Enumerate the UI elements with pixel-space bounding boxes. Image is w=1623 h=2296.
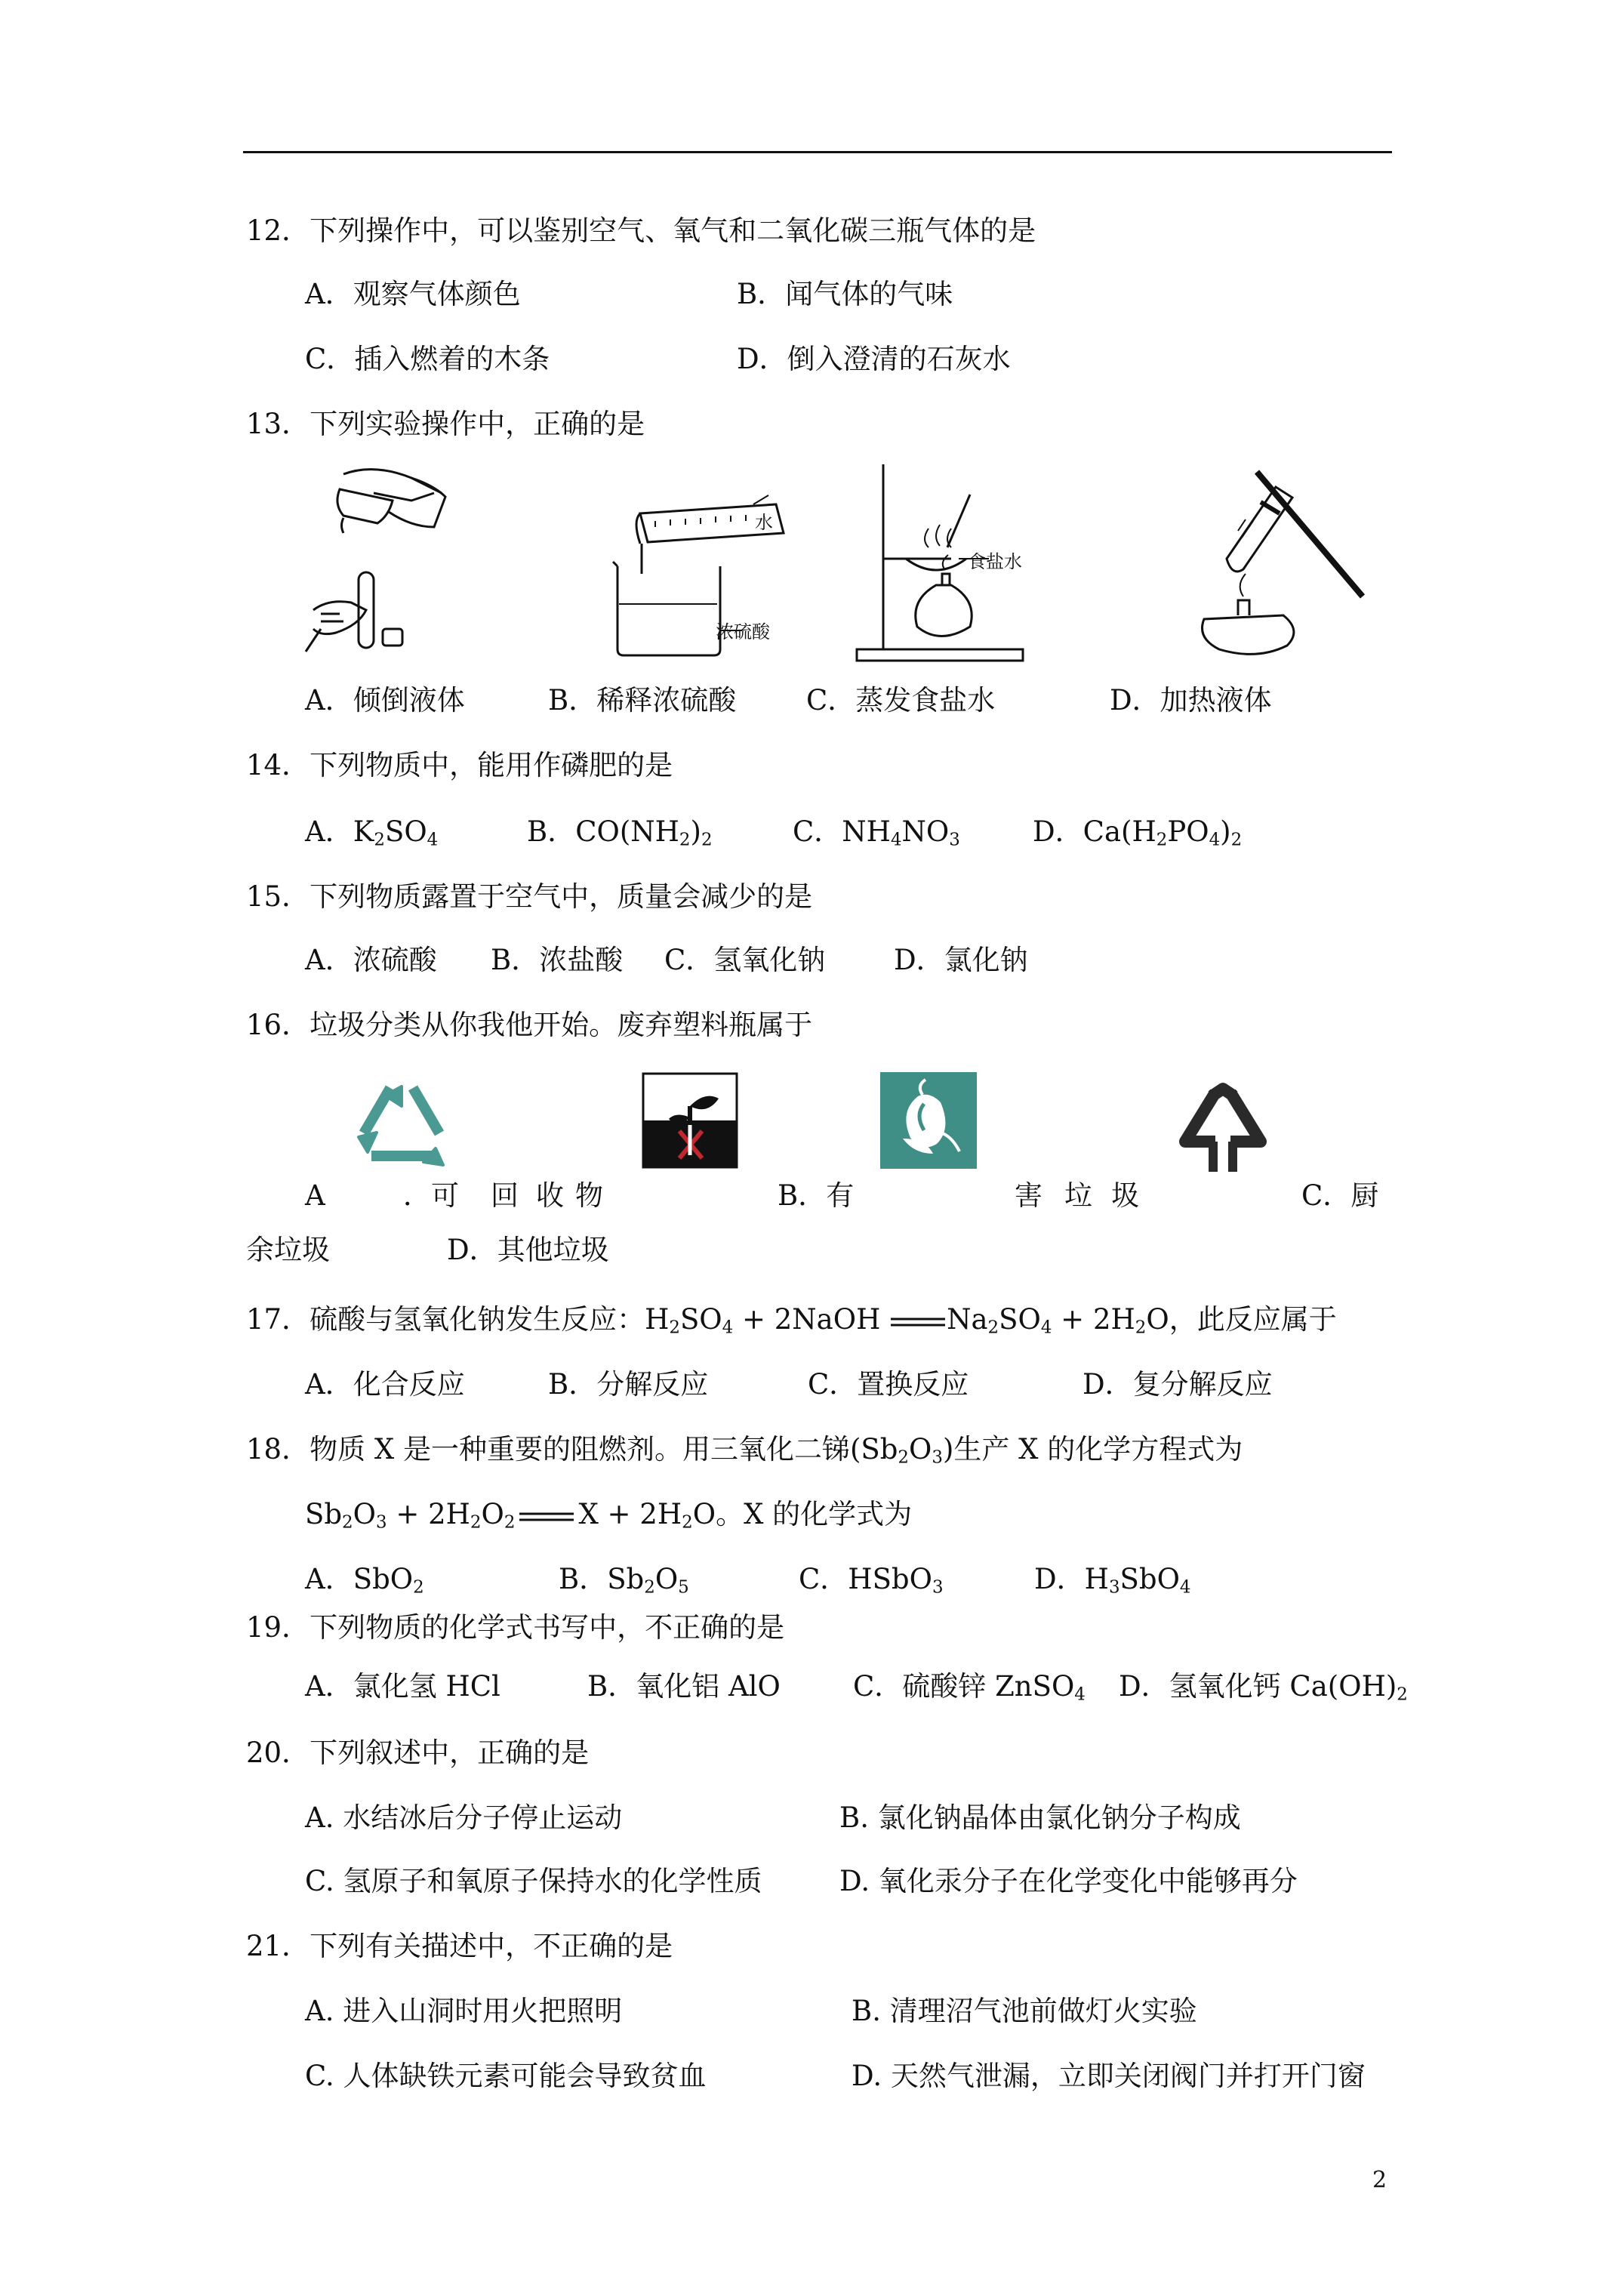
q16-row1-hazard-2: 垃 [1064,1179,1092,1212]
q21-option-a: A. 进入山洞时用火把照明 [305,1995,623,2027]
q20-option-c: C. 氢原子和氧原子保持水的化学性质 [305,1865,762,1897]
q16-option-d: D．其他垃圾 [447,1234,609,1266]
q14-option-c: C．$NH_4NO_3$ [793,815,960,850]
other-waste-icon [1174,1081,1272,1181]
q13-option-a: A．倾倒液体 [305,684,465,717]
q16-row1-c: C．厨 [1301,1179,1379,1212]
q21-option-c: C. 人体缺铁元素可能会导致贫血 [305,2060,707,2092]
q18-option-a: A．SbO$_2$ [305,1563,424,1598]
hazardous-waste-icon [642,1072,738,1169]
q19-option-d: D．氢氧化钙 $Ca(OH)_2$ [1119,1670,1408,1705]
q15-option-d: D．氯化钠 [894,944,1028,976]
q17-option-d: D．复分解反应 [1083,1368,1273,1401]
q16-row1-recyclable-3: 收 [536,1179,564,1212]
q16-row1-recyclable-1: ．可 [403,1179,459,1212]
q16-row1-recyclable-4: 物 [575,1179,603,1212]
q16-row1-hazard-1: 害 [1015,1179,1042,1212]
q13-option-d: D．加热液体 [1110,684,1272,717]
q21-option-b: B. 清理沼气池前做灯火实验 [852,1995,1197,2027]
q20-option-d: D. 氧化汞分子在化学变化中能够再分 [839,1865,1298,1897]
q14-option-b: B．$CO(NH_2)_2$ [527,815,713,850]
dilute-sulfuric-acid-figure [610,491,810,661]
q12-option-a: A．观察气体颜色 [305,278,521,310]
q16-row2-kitchen: 余垃圾 [246,1234,330,1266]
q17-stem: 17．硫酸与氢氧化钠发生反应：$H_2SO_4$ + 2NaOH $Na_2SO_4 + 2H_2O$，此反应属于 [246,1303,1337,1338]
header-rule [243,151,1392,153]
q15-option-c: C．氢氧化钠 [664,944,826,976]
q12-option-d: D．倒入澄清的石灰水 [737,343,1011,375]
q18-option-c: C．HSbO$_3$ [799,1563,944,1598]
q20-option-b: B. 氯化钠晶体由氯化钠分子构成 [839,1801,1241,1834]
pouring-liquid-figure [298,459,472,663]
q12-option-b: B．闻气体的气味 [737,278,953,310]
q17-option-a: A．化合反应 [305,1368,465,1401]
q19-stem: 19．下列物质的化学式书写中，不正确的是 [246,1611,785,1644]
q15-stem: 15．下列物质露置于空气中，质量会减少的是 [246,880,813,913]
q14-option-d: D．$Ca(H_2PO_4)_2$ [1033,815,1243,850]
q16-stem: 16．垃圾分类从你我他开始。废弃塑料瓶属于 [246,1009,813,1041]
kitchen-waste-icon [880,1072,977,1169]
q15-option-a: A．浓硫酸 [305,944,437,976]
q18-option-b: B．$Sb_2O_5$ [559,1563,689,1598]
fig-b-acid-label: 浓硫酸 [716,621,770,643]
equals-sign-icon [889,1314,947,1330]
q16-row1-recyclable-2: 回 [491,1179,519,1212]
q18-stem-line1: 18．物质 X 是一种重要的阻燃剂。用三氧化二锑$(Sb_2O_3)$生产 X 的化学方程式为 [246,1433,1243,1468]
q19-option-a: A．氯化氢 HCl [305,1670,500,1703]
q12-stem: 12．下列操作中，可以鉴别空气、氧气和二氧化碳三瓶气体的是 [246,214,1036,247]
q20-option-a: A. 水结冰后分子停止运动 [305,1801,623,1834]
q12-option-c: C．插入燃着的木条 [305,343,550,375]
q17-option-c: C．置换反应 [808,1368,969,1401]
q16-row1-b: B．有 [778,1179,855,1212]
q21-stem: 21．下列有关描述中，不正确的是 [246,1930,673,1962]
q18-option-d: D．$H_3SbO_4$ [1034,1563,1191,1598]
q19-option-c: C．硫酸锌 ZnSO$_4$ [853,1670,1086,1705]
q16-row1-hazard-3: 圾 [1111,1179,1139,1212]
q13-option-c: C．蒸发食盐水 [806,684,996,717]
q21-option-d: D. 天然气泄漏，立即关闭阀门并打开门窗 [852,2060,1366,2092]
heating-liquid-figure [1181,461,1370,661]
q13-stem: 13．下列实验操作中，正确的是 [246,408,645,440]
q18-equation: $Sb_2O_3 + 2H_2O_2$ $X + 2H_2O$。X 的化学式为 [305,1498,913,1533]
recyclable-icon [349,1077,454,1167]
page-number: 2 [1372,2167,1387,2193]
fig-c-salt-water-label: 食盐水 [968,551,1022,572]
q17-option-b: B．分解反应 [548,1368,709,1401]
fig-b-water-label: 水 [755,512,773,533]
q19-option-b: B．氧化铝 AlO [587,1670,781,1703]
q16-row1-a: A [305,1179,325,1212]
q15-option-b: B．浓盐酸 [491,944,624,976]
equals-sign-icon [518,1509,575,1524]
q14-option-a: A．$K_2SO_4$ [305,815,439,850]
q13-option-b: B．稀释浓硫酸 [548,684,737,717]
q20-stem: 20．下列叙述中，正确的是 [246,1737,590,1769]
q14-stem: 14．下列物质中，能用作磷肥的是 [246,749,673,781]
